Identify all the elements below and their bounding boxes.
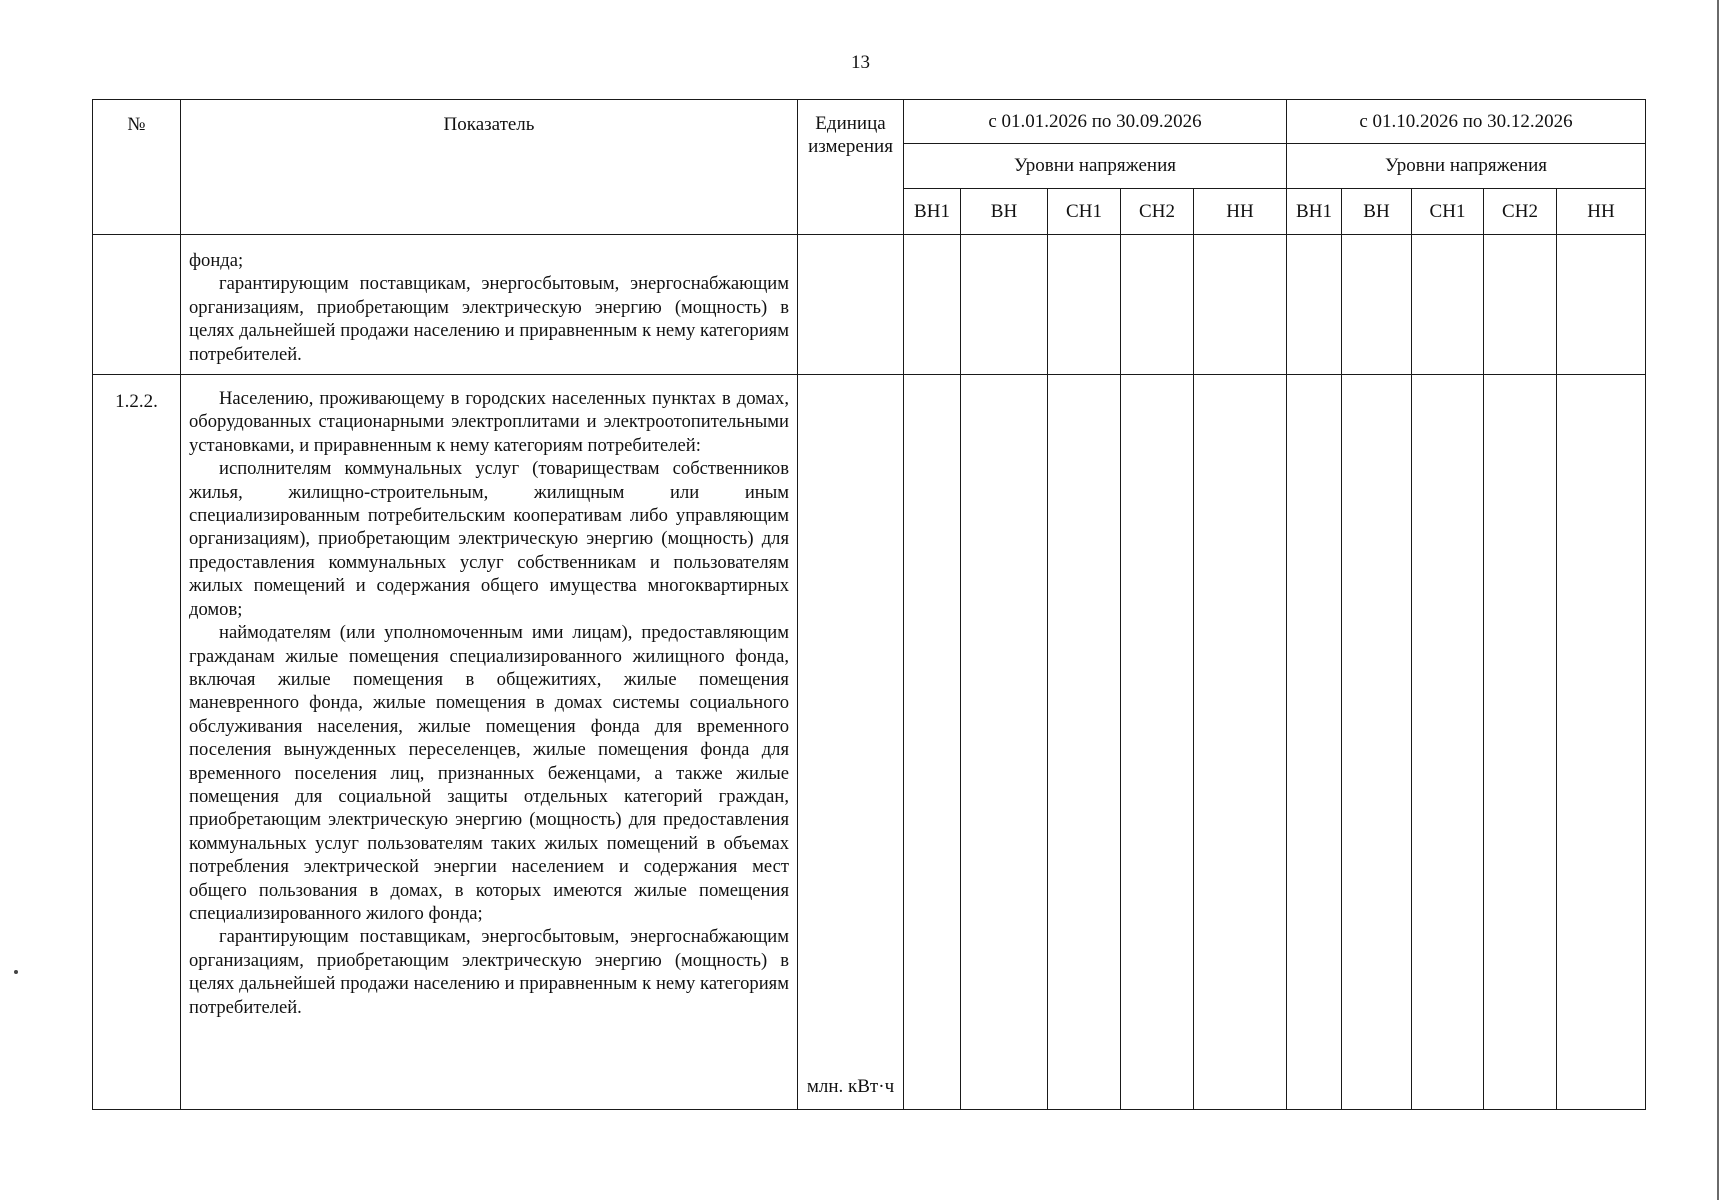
header-voltage-levels-2: Уровни напряжения	[1287, 144, 1646, 189]
value-cell	[1287, 375, 1342, 1110]
value-cell	[1194, 375, 1287, 1110]
value-cell	[1412, 235, 1484, 375]
table-row	[93, 375, 1646, 1110]
header-unit: Единица измерения	[798, 100, 904, 235]
value-cell	[1121, 375, 1194, 1110]
value-cell	[904, 235, 961, 375]
paragraph: гарантирующим поставщикам, энергосбытовым, энергоснабжающим организациям, приобретающим электрическую энергию (мощность) в целях дальнейшей продажи населению и приравненным к нему категориям потребителей.	[189, 926, 789, 1018]
level-sn2: СН2	[1121, 189, 1194, 235]
value-cell	[961, 375, 1048, 1110]
value-cell	[961, 235, 1048, 375]
value-cell	[1194, 235, 1287, 375]
row-number: 1.2.2.	[93, 375, 181, 1110]
value-cell	[904, 375, 961, 1110]
scan-speck	[14, 970, 18, 974]
value-cell	[1121, 235, 1194, 375]
header-indicator: Показатель	[181, 100, 798, 235]
level-vn: ВН	[961, 189, 1048, 235]
value-cell	[1557, 375, 1646, 1110]
level-vn: ВН	[1342, 189, 1412, 235]
header-period-2: с 01.10.2026 по 30.12.2026	[1287, 100, 1646, 144]
value-cell	[1287, 235, 1342, 375]
level-nn: НН	[1557, 189, 1646, 235]
row-unit	[798, 235, 904, 375]
level-sn2: СН2	[1484, 189, 1557, 235]
level-sn1: СН1	[1048, 189, 1121, 235]
value-cell	[1048, 235, 1121, 375]
page-number: 13	[851, 52, 870, 73]
row-indicator-text	[181, 375, 798, 1110]
row-indicator-text	[181, 235, 798, 375]
row-number	[93, 235, 181, 375]
level-nn: НН	[1194, 189, 1287, 235]
level-vn1: ВН1	[904, 189, 961, 235]
value-cell	[1557, 235, 1646, 375]
table-row	[93, 235, 1646, 375]
paragraph: наймодателям (или уполномоченным ими лицам), предоставляющим гражданам жилые помещения специализированного жилищного фонда, включая жилые помещения в общежитиях, жилые помещения маневренного фонда, жилые помещения в домах системы социального обслуживания населения, жилые помещения фонда для временного поселения вынужденных переселенцев, жилые помещения фонда для временного поселения лиц, признанных беженцами, а также жилые помещения для социальной защиты отдельных категорий граждан, приобретающим электрическую энергию (мощность) для предоставления коммунальных услуг пользователям таких жилых помещений в объемах потребления электрической энергии населением и содержания мест общего пользования в домах, в которых имеются жилые помещения специализированного жилого фонда;	[189, 622, 789, 924]
value-cell	[1484, 375, 1557, 1110]
level-vn1: ВН1	[1287, 189, 1342, 235]
value-cell	[1412, 375, 1484, 1110]
tariff-table	[92, 99, 1646, 1110]
row-unit: млн. кВт·ч	[798, 375, 904, 1110]
header-num: №	[93, 100, 181, 235]
level-sn1: СН1	[1412, 189, 1484, 235]
value-cell	[1342, 235, 1412, 375]
paragraph: Населению, проживающему в городских населенных пунктах в домах, оборудованных стационарными электроплитами и электроотопительными установками, и приравненным к нему категориям потребителей:	[189, 388, 789, 456]
paragraph: исполнителям коммунальных услуг (товариществам собственников жилья, жилищно-строительным, жилищным или иным специализированным потребительским кооперативам либо управляющим организациям), приобретающим электрическую энергию (мощность) для предоставления коммунальных услуг собственникам и пользователям жилых помещений и содержания общего имущества многоквартирных домов;	[189, 458, 789, 620]
value-cell	[1342, 375, 1412, 1110]
value-cell	[1048, 375, 1121, 1110]
scan-edge	[1717, 0, 1719, 1200]
value-cell	[1484, 235, 1557, 375]
header-period-1: с 01.01.2026 по 30.09.2026	[904, 100, 1287, 144]
header-voltage-levels-1: Уровни напряжения	[904, 144, 1287, 189]
paragraph: фонда;	[189, 250, 244, 271]
paragraph: гарантирующим поставщикам, энергосбытовым, энергоснабжающим организациям, приобретающим электрическую энергию (мощность) в целях дальнейшей продажи населению и приравненным к нему категориям потребителей.	[189, 273, 789, 365]
